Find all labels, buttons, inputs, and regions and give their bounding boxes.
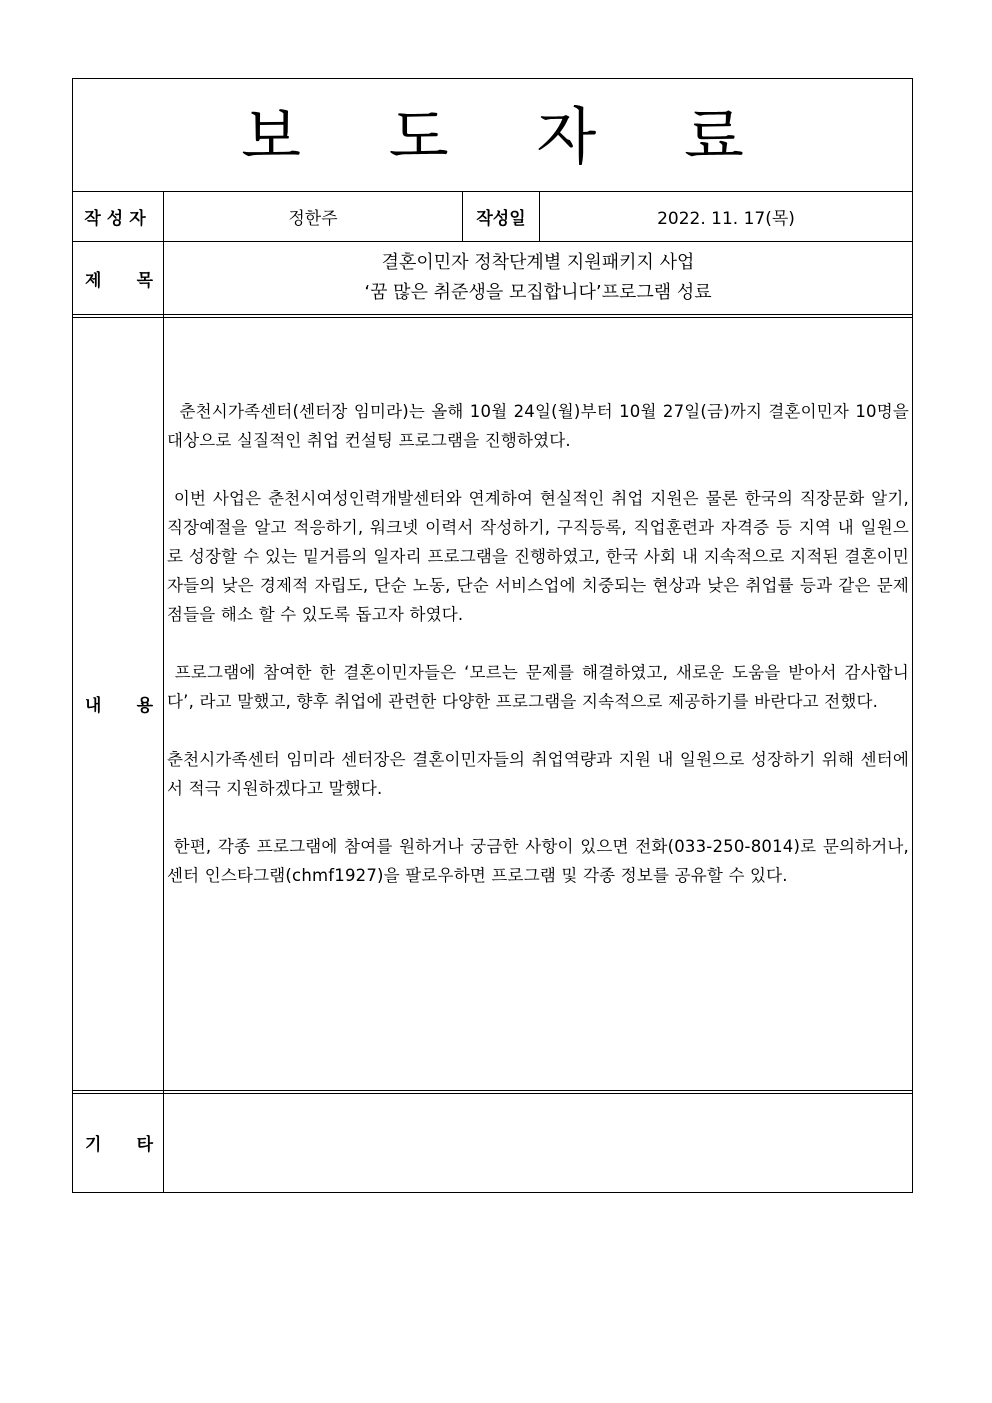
etc-value bbox=[164, 1093, 912, 1192]
paragraph-3: 프로그램에 참여한 한 결혼이민자들은 ‘모르는 문제를 해결하였고, 새로운 도움을 받아서 감사합니다’, 라고 말했고, 향후 취업에 관련한 다양한 프로그램을 지속적으로 제공하기를 바란다고 전했다. bbox=[167, 663, 909, 711]
subject-label-left: 제 bbox=[85, 270, 102, 291]
etc-label-right: 타 bbox=[136, 1135, 153, 1155]
column-divider bbox=[163, 191, 164, 1192]
paragraph-5: 한편, 각종 프로그램에 참여를 원하거나 궁금한 사항이 있으면 전화(033-250-8014)로 문의하거나, 센터 인스타그램(chmf1927)을 팔로우하면 프로그램 및 각종 정보를 공유할 수 있다. bbox=[167, 837, 915, 885]
subject-line-2: ‘꿈 많은 취준생을 모집합니다’프로그램 성료 bbox=[364, 282, 712, 303]
author-value: 정한주 bbox=[288, 209, 338, 229]
date-value: 2022. 11. 17(목) bbox=[657, 209, 795, 229]
subject-value bbox=[164, 242, 912, 314]
press-release-form bbox=[72, 78, 913, 1193]
content-label-right: 용 bbox=[136, 696, 153, 716]
content-label bbox=[73, 317, 163, 1090]
etc-label-left: 기 bbox=[85, 1135, 102, 1155]
divider bbox=[73, 314, 912, 318]
content-body bbox=[167, 397, 915, 919]
paragraph-4: 춘천시가족센터 임미라 센터장은 결혼이민자들의 취업역량과 지원 내 일원으로 성장하기 위해 센터에서 적극 지원하겠다고 말했다. bbox=[167, 750, 909, 798]
paragraph-1: 춘천시가족센터(센터장 임미라)는 올해 10월 24일(월)부터 10월 27일(금)까지 결혼이민자 10명을 대상으로 실질적인 취업 컨설팅 프로그램을 진행하였다. bbox=[167, 402, 915, 450]
paragraph-2: 이번 사업은 춘천시여성인력개발센터와 연계하여 현실적인 취업 지원은 물론 한국의 직장문화 알기, 직장예절을 알고 적응하기, 워크넷 이력서 작성하기, 구직등록, 직업훈련과 자격증 등 지역 내 일원으로 성장할 수 있는 밑거름의 일자리 프로그램을 진행하였고, 한국 사회 내 지속적으로 지적된 결혼이민자들의 낮은 경제적 자립도, 단순 노동, 단순 서비스업에 치중되는 현상과 낮은 취업률 등과 같은 문제점들을 해소 할 수 있도록 돕고자 하였다. bbox=[167, 489, 915, 624]
subject-label-right: 목 bbox=[136, 270, 153, 291]
etc-label bbox=[73, 1093, 163, 1192]
author-label: 작성자 bbox=[84, 209, 152, 229]
subject-line-1: 결혼이민자 정착단계별 지원패키지 사업 bbox=[381, 252, 695, 273]
document-title: 보 도 자 료 bbox=[241, 100, 778, 173]
subject-label bbox=[73, 242, 163, 314]
date-label: 작성일 bbox=[476, 209, 526, 229]
content-label-left: 내 bbox=[85, 696, 102, 716]
